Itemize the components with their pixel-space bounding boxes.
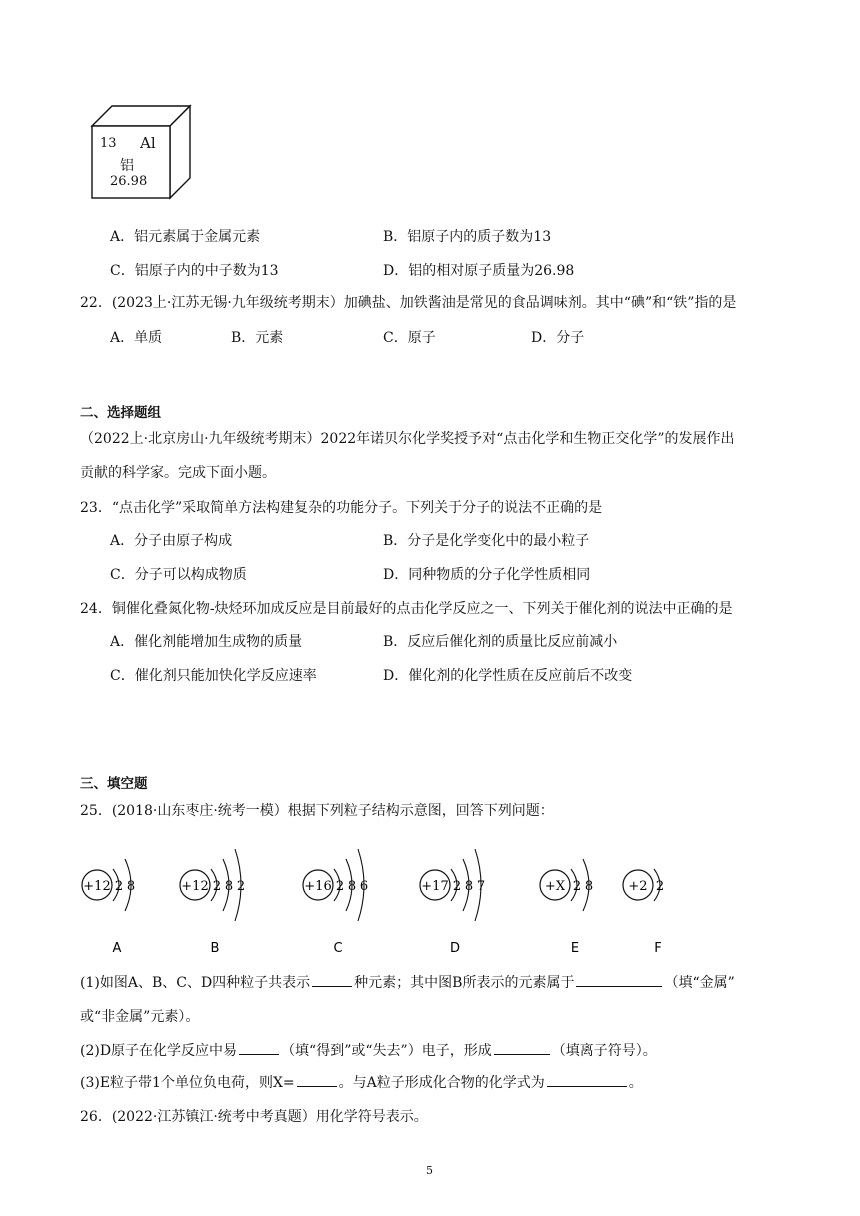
particle-label: B [210, 941, 220, 956]
q22-option-b: B．元素 [231, 330, 284, 346]
q24-option-b: B．反应后催化剂的质量比反应前减小 [383, 634, 618, 650]
shell-electron-count: 6 [359, 879, 369, 894]
q22-option-a: A．单质 [110, 330, 163, 346]
q24-stem: 24．铜催化叠氮化物-炔烃环加成反应是目前最好的点击化学反应之一、下列关于催化剂的说法中正确的是 [80, 601, 733, 617]
particle-c [303, 849, 368, 956]
shell-electron-count: 7 [476, 879, 486, 894]
nucleus-charge: +16 [304, 879, 332, 894]
answer-blank-1[interactable] [312, 972, 352, 987]
particle-b [180, 849, 245, 956]
section-3-title: 三、填空题 [80, 776, 148, 792]
q25-sub1-text-b: 种元素；其中图B所表示的元素属于 [354, 975, 575, 991]
q25-sub3-text-a: (3)E粒子带1个单位负电荷，则X= [80, 1075, 295, 1091]
particle-label: D [449, 941, 461, 956]
q23-option-b: B．分子是化学变化中的最小粒子 [383, 533, 590, 549]
q23-stem: 23．“点击化学”采取简单方法构建复杂的功能分子。下列关于分子的说法不正确的是 [80, 500, 603, 516]
shell-electron-count: 8 [126, 879, 136, 894]
q22-option-c: C．原子 [383, 330, 436, 346]
particle-a [82, 859, 135, 956]
shell-electron-count: 2 [655, 879, 665, 894]
answer-blank-6[interactable] [547, 1072, 627, 1087]
nucleus-charge: +2 [628, 879, 648, 894]
q25-sub1-text-a: (1)如图A、B、C、D四种粒子共表示 [80, 975, 311, 991]
q23-option-a: A．分子由原子构成 [110, 533, 233, 549]
section-2-title: 二、选择题组 [80, 405, 161, 421]
q25-sub2-text-a: (2)D原子在化学反应中易 [80, 1043, 238, 1059]
q21-option-b: B．铝原子内的质子数为13 [383, 229, 552, 245]
shell-electron-count: 2 [452, 879, 462, 894]
element-mass: 26.98 [110, 174, 148, 189]
nucleus-charge: +17 [421, 879, 449, 894]
shell-electron-count: 8 [224, 879, 234, 894]
answer-blank-4[interactable] [494, 1040, 550, 1055]
section-2-intro-line1: （2022上·北京房山·九年级统考期末）2022年诺贝尔化学奖授予对“点击化学和生物正交化学”的发展作出 [80, 431, 735, 447]
particle-label: F [654, 941, 662, 956]
nucleus-charge: +X [544, 879, 566, 894]
particle-e [540, 859, 593, 956]
element-number: 13 [100, 136, 117, 151]
particle-d [420, 849, 485, 956]
nucleus-charge: +12 [181, 879, 209, 894]
q25-sub1 [80, 972, 735, 992]
shell-electron-count: 2 [236, 879, 246, 894]
q25-sub3 [80, 1072, 643, 1092]
nucleus-charge: +12 [83, 879, 111, 894]
element-symbol: Al [140, 134, 156, 152]
q24-option-a: A．催化剂能增加生成物的质量 [110, 634, 303, 650]
shell-electron-count: 2 [212, 879, 222, 894]
answer-blank-5[interactable] [297, 1072, 337, 1087]
q24-option-c: C．催化剂只能加快化学反应速率 [110, 668, 317, 684]
q25-sub2-text-b: （填“得到”或“失去”）电子，形成 [281, 1043, 492, 1059]
particle-f [623, 869, 664, 956]
q24-option-d: D．催化剂的化学性质在反应前后不改变 [383, 668, 633, 684]
section-2-intro-line2: 贡献的科学家。完成下面小题。 [80, 465, 276, 481]
q21-option-c: C．铝原子内的中子数为13 [110, 263, 279, 279]
particle-label: C [333, 941, 343, 956]
shell-electron-count: 8 [347, 879, 357, 894]
q21-option-d: D．铝的相对原子质量为26.98 [383, 263, 575, 279]
particle-label: A [112, 941, 122, 956]
q25-sub1-line2: 或“非金属”元素）。 [80, 1009, 200, 1025]
q25-sub1-text-c: （填“金属” [664, 975, 735, 991]
q25-stem: 25．(2018·山东枣庄·统考一模）根据下列粒子结构示意图，回答下列问题： [80, 803, 554, 819]
answer-blank-3[interactable] [239, 1040, 279, 1055]
q26-stem: 26．(2022·江苏镇江·统考中考真题）用化学符号表示。 [80, 1109, 428, 1125]
q22-option-d: D．分子 [531, 330, 585, 346]
particle-structure-diagrams [75, 830, 715, 970]
shell-electron-count: 2 [572, 879, 582, 894]
shell-electron-count: 8 [584, 879, 594, 894]
q25-sub2 [80, 1040, 657, 1060]
q23-option-c: C．分子可以构成物质 [110, 567, 247, 583]
q25-sub3-text-b: 。与A粒子形成化合物的化学式为 [338, 1075, 545, 1091]
q25-sub2-text-c: （填离子符号）。 [551, 1043, 657, 1059]
q25-sub3-text-c: 。 [628, 1075, 643, 1091]
shell-electron-count: 2 [335, 879, 345, 894]
shell-electron-count: 2 [114, 879, 124, 894]
q21-option-a: A．铝元素属于金属元素 [110, 229, 261, 245]
element-name: 铝 [120, 158, 134, 174]
shell-electron-count: 8 [464, 879, 474, 894]
page-number: 5 [426, 1164, 433, 1177]
answer-blank-2[interactable] [576, 972, 662, 987]
particle-label: E [570, 941, 580, 956]
q23-option-d: D．同种物质的分子化学性质相同 [383, 567, 591, 583]
q22-stem: 22．(2023上·江苏无锡·九年级统考期末）加碘盐、加铁酱油是常见的食品调味剂。其中“碘”和“铁”指的是 [80, 295, 737, 311]
